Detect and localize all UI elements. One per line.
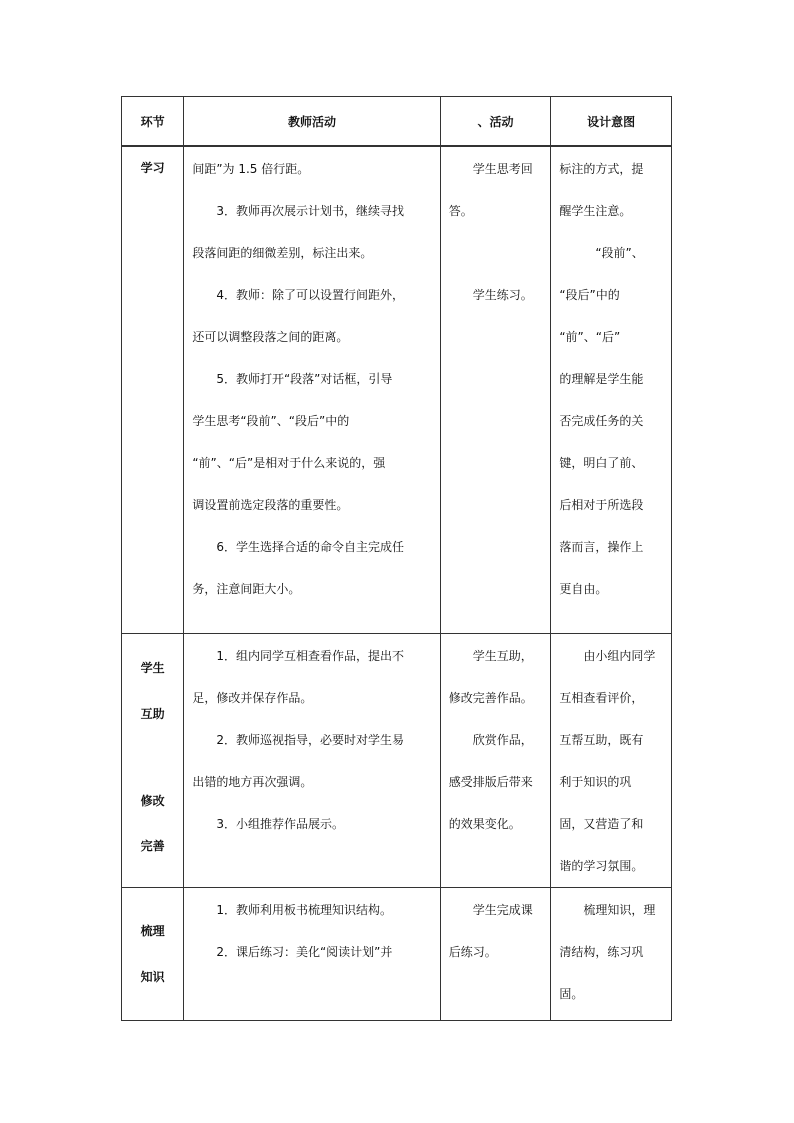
- design-line: 互帮互助，既有: [559, 733, 644, 747]
- table-header-row: [122, 97, 672, 147]
- teacher-activity-cell: [184, 888, 440, 1021]
- header-stage: 环节: [122, 97, 184, 147]
- student-line: 学生互助，: [472, 649, 533, 663]
- design-line: 清结构，练习巩: [559, 945, 644, 959]
- teacher-line: 6．学生选择合适的命令自主完成任: [216, 540, 404, 554]
- design-intent-cell: [551, 634, 672, 888]
- teacher-line: 4．教师：除了可以设置行间距外，: [216, 288, 404, 302]
- student-line: 学生思考回: [472, 162, 533, 176]
- teacher-line: 间距”为 1.5 倍行距。: [192, 162, 310, 176]
- student-line: 学生练习。: [472, 288, 533, 302]
- teacher-line: 5．教师打开“段落”对话框，引导: [216, 372, 393, 386]
- teacher-line: “前”、“后”是相对于什么来说的，强: [192, 456, 386, 470]
- design-line: 谐的学习氛围。: [559, 859, 644, 873]
- design-line: 利于知识的巩: [559, 775, 632, 789]
- design-line: “段后”中的: [559, 288, 620, 302]
- teacher-activity-cell: [184, 146, 440, 634]
- stage-cell: [122, 146, 184, 634]
- teacher-line: 3．教师再次展示计划书，继续寻找: [216, 204, 404, 218]
- design-line: “前”、“后”: [559, 330, 621, 344]
- design-line: 落而言，操作上: [559, 540, 644, 554]
- teacher-line: 2．教师巡视指导，必要时对学生易: [216, 733, 404, 747]
- stage-label: 学生: [140, 661, 165, 675]
- stage-label: 知识: [140, 970, 165, 984]
- design-line: 互相查看评价，: [559, 691, 644, 705]
- student-activity-cell: [440, 888, 551, 1021]
- design-line: 的理解是学生能: [559, 372, 644, 386]
- header-teacher-activity: 教师活动: [184, 97, 440, 147]
- design-line: “段前”、: [595, 246, 644, 260]
- teacher-line: 1．组内同学互相查看作品，提出不: [216, 649, 404, 663]
- design-line: 键，明白了前、: [559, 456, 644, 470]
- teacher-line: 段落间距的细微差别，标注出来。: [192, 246, 373, 260]
- teacher-line: 出错的地方再次强调。: [192, 775, 313, 789]
- teacher-activity-cell: [184, 634, 440, 888]
- teacher-line: 足，修改并保存作品。: [192, 691, 313, 705]
- teacher-line: 学生思考“段前”、“段后”中的: [192, 414, 350, 428]
- design-line: 由小组内同学: [583, 649, 656, 663]
- stage-cell: [122, 888, 184, 1021]
- teacher-line: 2．课后练习：美化“阅读计划”并: [216, 945, 393, 959]
- design-line: 后相对于所选段: [559, 498, 644, 512]
- teacher-line: 3．小组推荐作品展示。: [216, 817, 344, 831]
- stage-label: 修改: [140, 794, 165, 808]
- table-row: [122, 146, 672, 634]
- stage-label: 互助: [140, 707, 165, 721]
- stage-cell: [122, 634, 184, 888]
- teacher-line: 务，注意间距大小。: [192, 582, 301, 596]
- student-line: 修改完善作品。: [448, 691, 533, 705]
- stage-label: 梳理: [140, 924, 165, 938]
- design-line: 标注的方式，提: [559, 162, 644, 176]
- student-line: 后练习。: [448, 945, 497, 959]
- design-intent-cell: [551, 888, 672, 1021]
- student-line: 欣赏作品，: [472, 733, 533, 747]
- design-line: 更自由。: [559, 582, 608, 596]
- design-line: 固，又营造了和: [559, 817, 644, 831]
- design-line: 固。: [559, 987, 584, 1001]
- design-line: 否完成任务的关: [559, 414, 644, 428]
- teacher-line: 还可以调整段落之间的距离。: [192, 330, 349, 344]
- stage-label: 学习: [140, 161, 165, 175]
- student-line: [449, 232, 544, 274]
- header-student-activity: 、活动: [440, 97, 551, 147]
- teacher-line: 调设置前选定段落的重要性。: [192, 498, 349, 512]
- stage-label: 完善: [140, 839, 165, 853]
- student-line: 学生完成课: [472, 903, 533, 917]
- design-line: 梳理知识，理: [583, 903, 656, 917]
- table-row: [122, 888, 672, 1021]
- header-design-intent: 设计意图: [551, 97, 672, 147]
- design-line: 醒学生注意。: [559, 204, 632, 218]
- teacher-line: 1．教师利用板书梳理知识结构。: [216, 903, 392, 917]
- student-activity-cell: [440, 146, 551, 634]
- lesson-plan-table: [121, 96, 672, 1021]
- design-intent-cell: [551, 146, 672, 634]
- student-line: 答。: [448, 204, 473, 218]
- student-activity-cell: [440, 634, 551, 888]
- student-line: 的效果变化。: [448, 817, 521, 831]
- student-line: 感受排版后带来: [448, 775, 533, 789]
- table-row: [122, 634, 672, 888]
